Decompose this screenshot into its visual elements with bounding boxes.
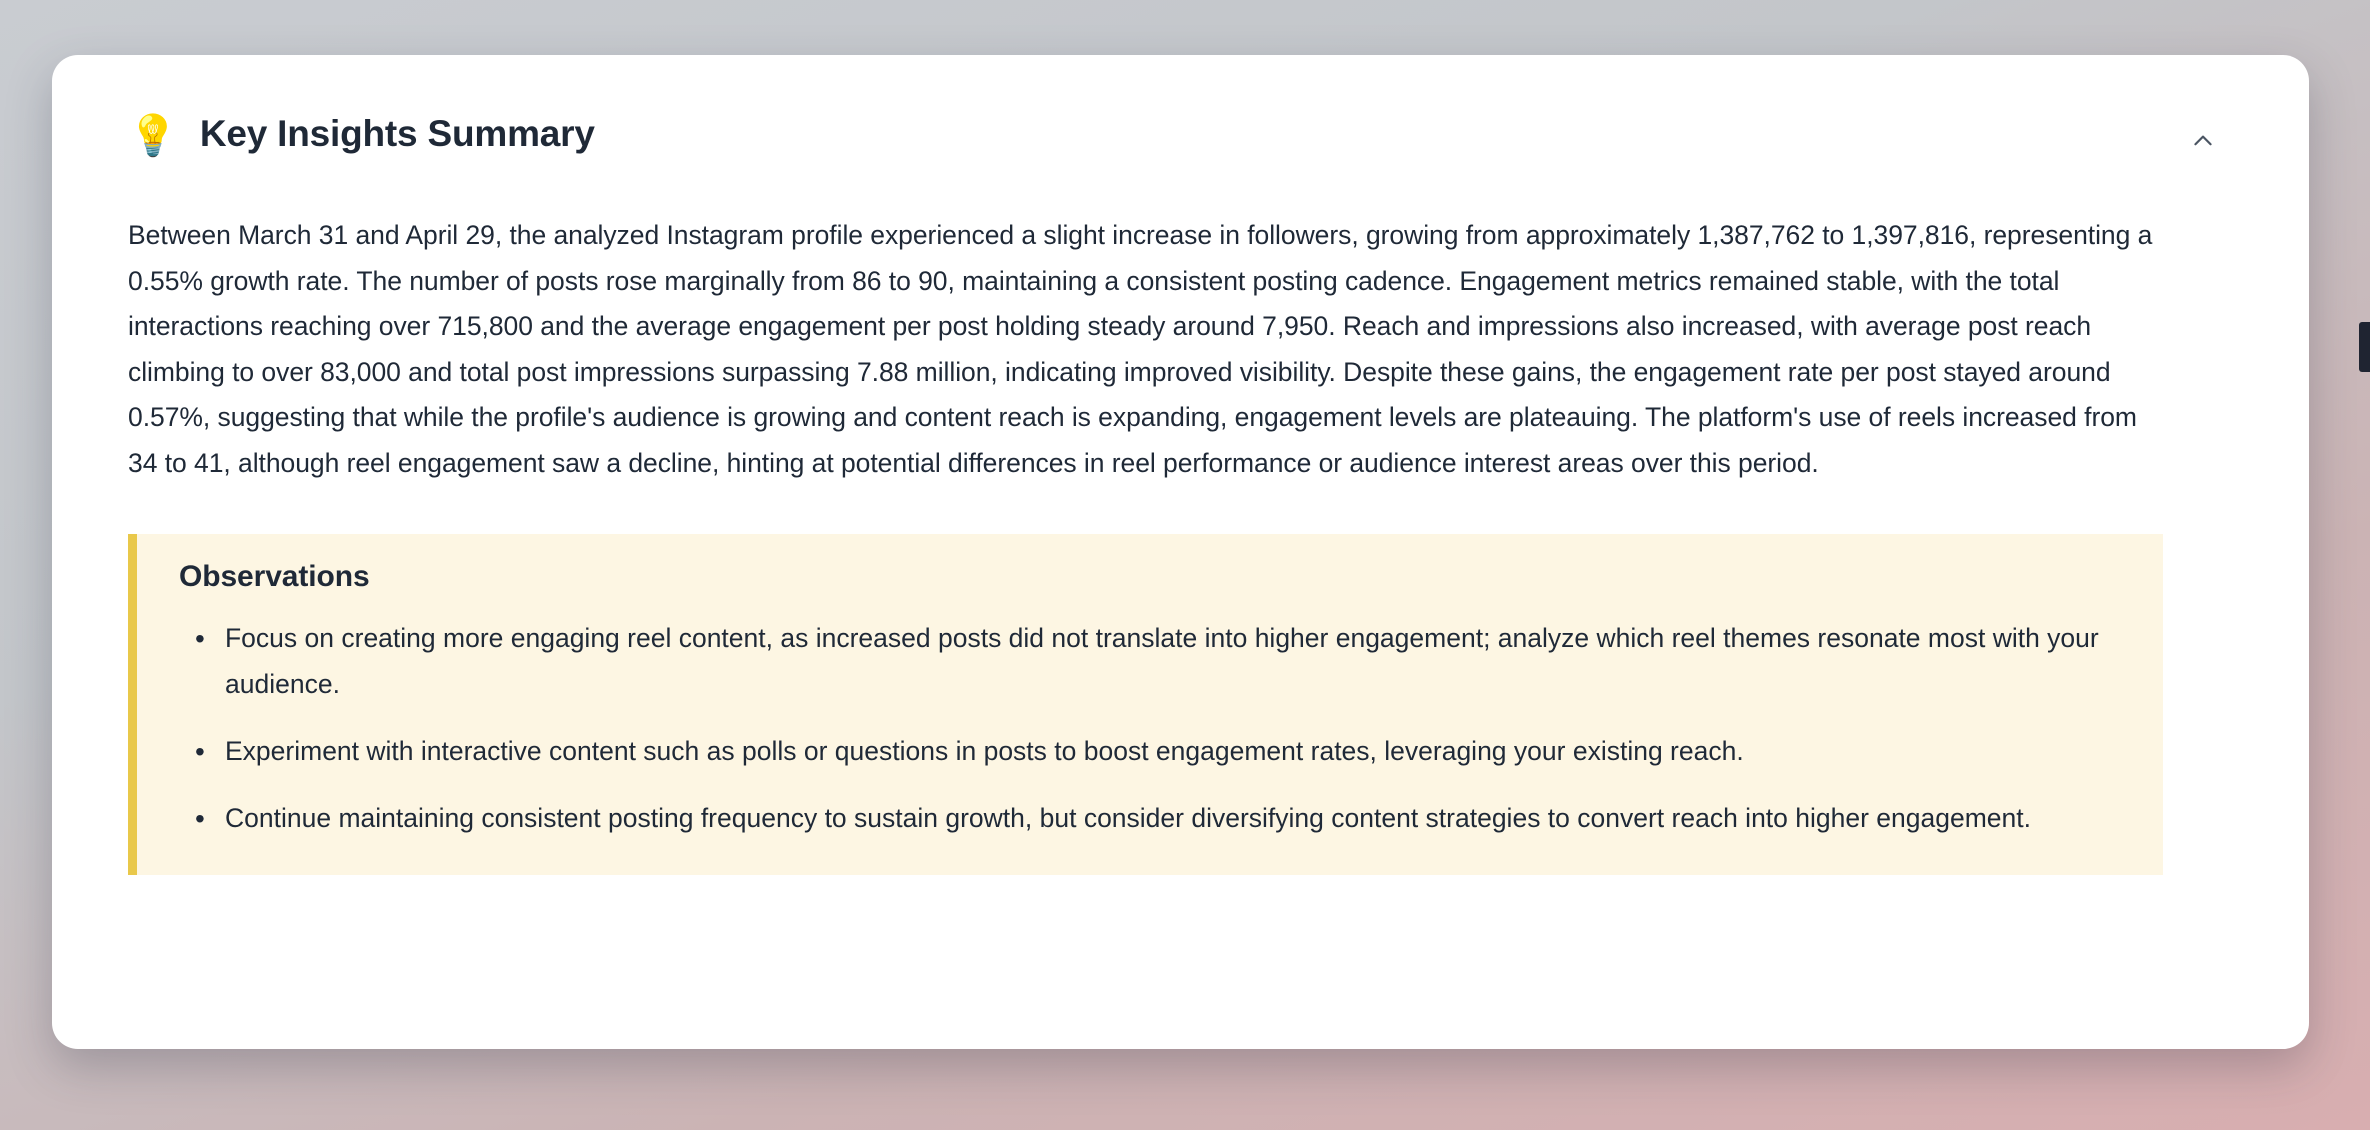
key-insights-card: [52, 55, 2309, 1049]
observations-heading: Observations: [179, 560, 370, 594]
page-title: Key Insights Summary: [199, 113, 595, 154]
observations-list: [179, 616, 2123, 840]
scrollbar-handle[interactable]: [2359, 322, 2370, 372]
list-item: • Continue maintaining consistent posting frequency to sustain growth, but consider diversifying content strategies to convert reach into higher engagement.: [179, 796, 2123, 841]
lightbulb-icon: 💡: [128, 114, 178, 158]
list-item: • Experiment with interactive content such as polls or questions in posts to boost engagement rates, leveraging your existing reach.: [179, 729, 2123, 774]
card-title-group: [128, 113, 595, 158]
card-content: [52, 55, 2309, 875]
observations-panel: [128, 534, 2163, 874]
collapse-toggle-button[interactable]: [2179, 117, 2227, 165]
card-header: [128, 113, 2233, 165]
chevron-up-icon: [2190, 128, 2216, 154]
list-item: • Focus on creating more engaging reel content, as increased posts did not translate into higher engagement; analyze which reel themes resonate most with your audience.: [179, 616, 2123, 706]
summary-paragraph: Between March 31 and April 29, the analyzed Instagram profile experienced a slight increase in followers, growing from approximately 1,387,762 to 1,397,816, representing a 0.55% growth rate. The number of posts rose marginally from 86 to 90, maintaining a consistent posting cadence. Engagement metrics remained stable, with the total interactions reaching over 715,800 and the average engagement per post holding steady around 7,950. Reach and impressions also increased, with average post reach climbing to over 83,000 and total post impressions surpassing 7.88 million, indicating improved visibility. Despite these gains, the engagement rate per post stayed around 0.57%, suggesting that while the profile's audience is growing and content reach is expanding, engagement levels are plateauing. The platform's use of reels increased from 34 to 41, although reel engagement saw a decline, hinting at potential differences in reel performance or audience interest areas over this period.: [128, 220, 2153, 478]
